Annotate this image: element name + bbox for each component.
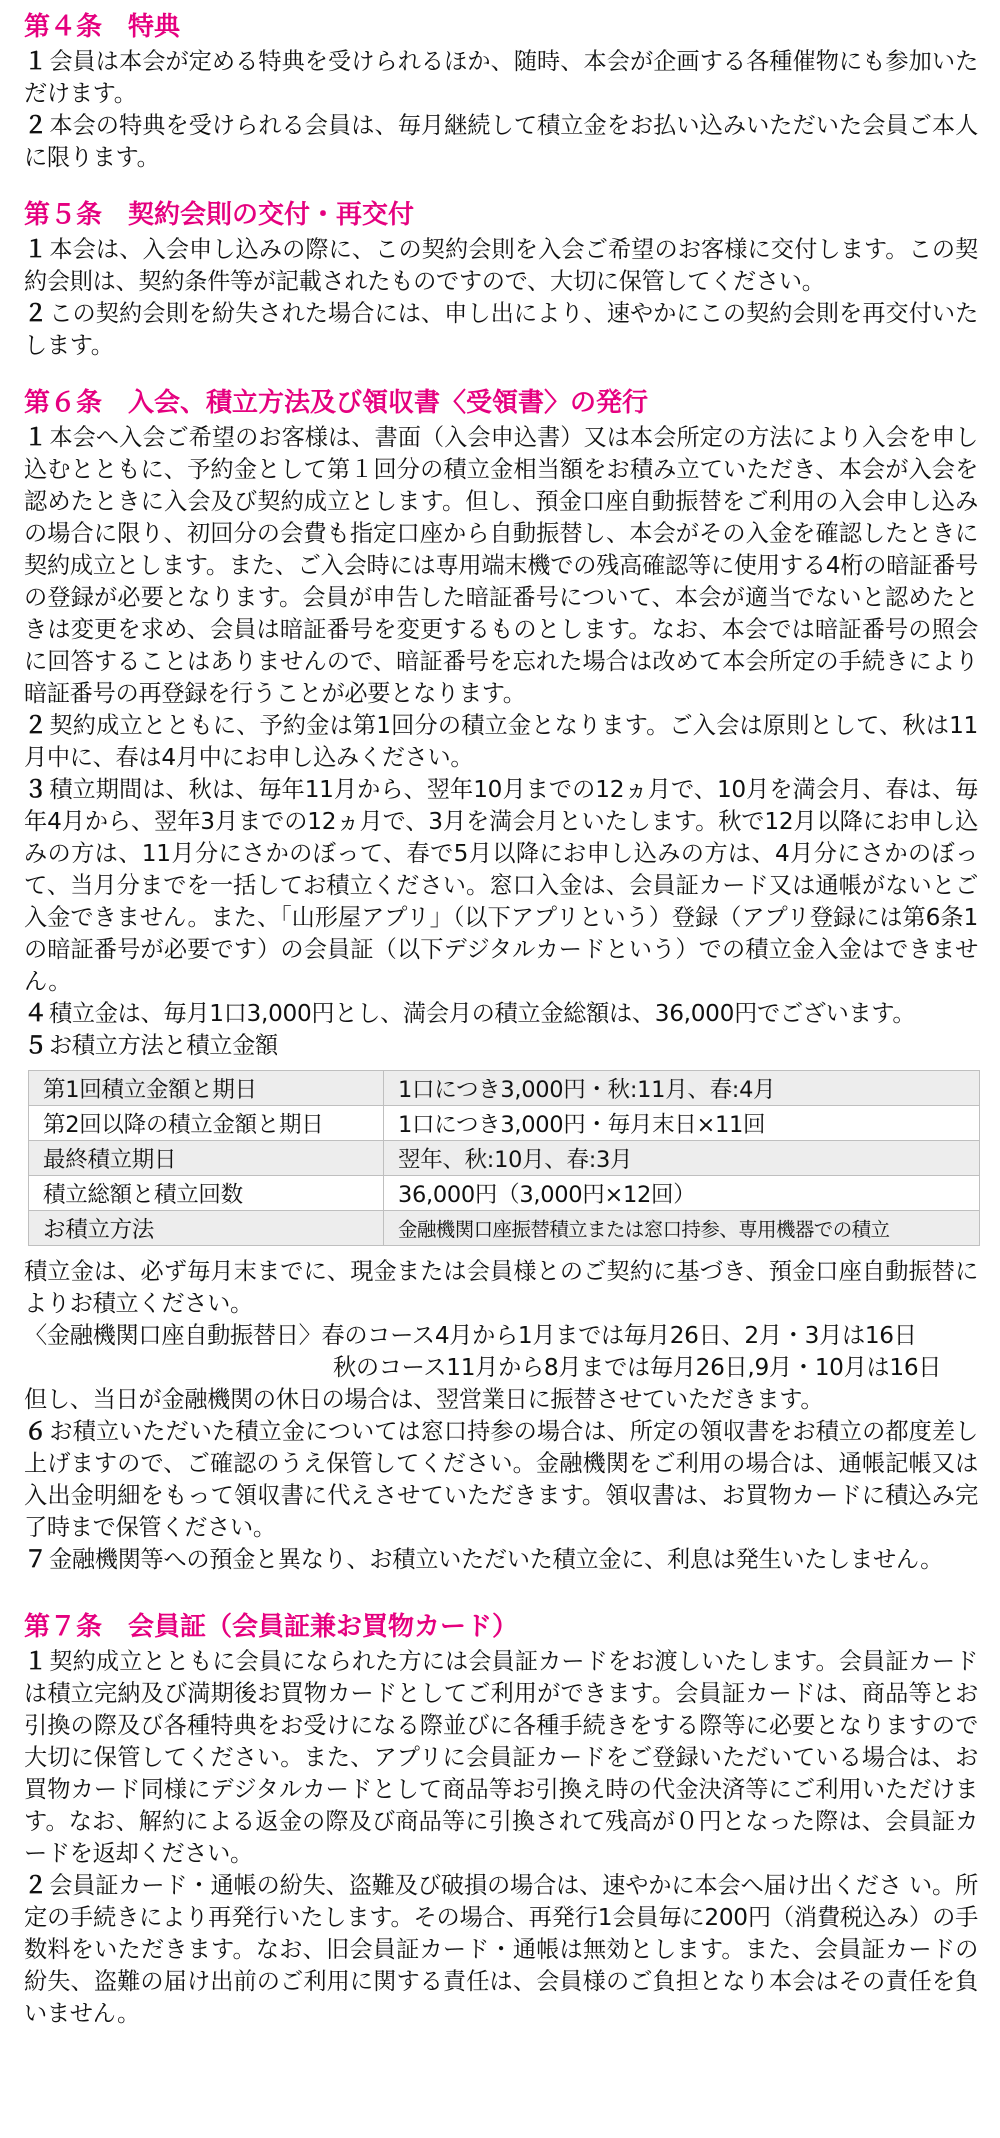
paragraph-text: お積立方法と積立金額 [49,1032,278,1059]
article-4 [24,10,978,174]
paragraph-text: 本会へ入会ご希望のお客様は、書面（入会申込書）又は本会所定の方法により入会を申し込むとともに、予約金として第１回分の積立金相当額をお積み立ていただき、本会が入会を認めたときに入会及び契約成立とします。但し、預金口座自動振替をご利用の入会申し込みの場合に限り、初回分の会費も指定口座から自動振替し、本会がその入金を確認したときに契約成立とします。また、ご入会時には専用端末機での残高確認等に使用する4桁の暗証番号の登録が必要となります。会員が申告した暗証番号について、本会が適当でないと認めたときは変更を求め、会員は暗証番号を変更するものとします。なお、本会では暗証番号の照会に回答することはありませんので、暗証番号を忘れた場合は改めて本会所定の手続きにより暗証番号の再登録を行うことが必要となります。 [24,424,978,707]
article-6-paragraph-7 [24,1544,978,1576]
table-cell-label: お積立方法 [29,1211,384,1246]
table-cell-value: 36,000円（3,000円×12回） [384,1176,980,1211]
paragraph-number: ６ [24,1418,47,1445]
article-5-paragraph-1 [24,234,978,298]
article-5-heading: 第５条 契約会則の交付・再交付 [24,200,415,230]
paragraph-number: ２ [24,712,47,739]
article-6-paragraph-1 [24,422,978,710]
paragraph-number: ５ [24,1032,47,1059]
table-cell-value: 金融機関口座振替積立または窓口持参、専用機器での積立 [384,1211,980,1246]
article-7-heading: 第７条 会員証（会員証兼お買物カード） [24,1612,519,1642]
transfer-schedule-spring: 〈金融機関口座自動振替日〉春のコース4月から1月までは毎月26日、2月・3月は16日 [24,1322,917,1349]
table-cell-label: 最終積立期日 [29,1141,384,1176]
table-cell-value: 1口につき3,000円・秋:11月、春:4月 [384,1071,980,1106]
transfer-schedule-autumn: 秋のコース11月から8月までは毎月26日,9月・10月は16日 [333,1354,942,1381]
paragraph-number: ２ [24,1872,47,1899]
article-5-paragraph-2 [24,298,978,362]
paragraph-text: 本会は、入会申し込みの際に、この契約会則を入会ご希望のお客様に交付します。この契約会則は、契約条件等が記載されたものですので、大切に保管してください。 [24,236,978,295]
article-6-paragraph-4 [24,998,978,1030]
paragraph-number: １ [24,48,47,75]
paragraph-text: 契約成立とともに、予約金は第1回分の積立金となります。ご入会は原則として、秋は11月中に、春は4月中にお申し込みください。 [24,712,978,771]
paragraph-text: 積立金は、毎月1口3,000円とし、満会月の積立金総額は、36,000円でございます。 [49,1000,916,1027]
paragraph-number: １ [24,424,47,451]
article-6-paragraph-2 [24,710,978,774]
paragraph-number: ２ [24,112,47,139]
paragraph-text: 積立期間は、秋は、毎年11月から、翌年10月までの12ヵ月で、10月を満会月、春は、毎年4月から、翌年3月までの12ヵ月で、3月を満会月といたします。秋で12月以降にお申し込みの方は、11月分にさかのぼって、春で5月以降にお申し込みの方は、4月分にさかのぼって、当月分までを一括してお積立ください。窓口入金は、会員証カード又は通帳がないとご入金できません。また、「山形屋アプリ」（以下アプリという）登録（アプリ登録には第6条1の暗証番号が必要です）の会員証（以下デジタルカードという）での積立金入金はできません。 [24,776,978,995]
paragraph-text: 会員は本会が定める特典を受けられるほか、随時、本会が企画する各種催物にも参加いただけます。 [24,48,978,107]
article-6-note-2: 但し、当日が金融機関の休日の場合は、翌営業日に振替させていただきます。 [24,1386,824,1413]
paragraph-number: ４ [24,1000,47,1027]
paragraph-text: 契約成立とともに会員になられた方には会員証カードをお渡しいたします。会員証カードは積立完納及び満期後お買物カードとしてご利用ができます。会員証カードは、商品等とお引換の際及び各種特典をお受けになる際並びに各種手続きをする際等に必要となりますので大切に保管してください。また、アプリに会員証カードをご登録いただいている場合は、お買物カード同様にデジタルカードとして商品等お引換え時の代金決済等にご利用いただけます。なお、解約による返金の際及び商品等に引換されて残高が０円となった際は、会員証カードを返却ください。 [24,1648,978,1867]
paragraph-text: 本会の特典を受けられる会員は、毎月継続して積立金をお払い込みいただいた会員ご本人に限ります。 [24,112,978,171]
paragraph-number: ７ [24,1546,47,1573]
article-7 [24,1610,978,2030]
table-cell-value: 翌年、秋:10月、春:3月 [384,1141,980,1176]
article-4-paragraph-2 [24,110,978,174]
table-row [29,1071,980,1106]
paragraph-number: １ [24,1648,47,1675]
table-row [29,1176,980,1211]
article-4-heading: 第４条 特典 [24,12,181,42]
paragraph-text: 会員証カード・通帳の紛失、盗難及び破損の場合は、速やかに本会へ届け出くださ い。所定の手続きにより再発行いたします。その場合、再発行1会員毎に200円（消費税込み）の手数料をいただきます。なお、旧会員証カード・通帳は無効とします。また、会員証カードの紛失、盗難の届け出前のご利用に関する責任は、会員様のご負担となり本会はその責任を負いません。 [24,1872,978,2027]
table-cell-label: 第1回積立金額と期日 [29,1071,384,1106]
table-row [29,1141,980,1176]
paragraph-text: この契約会則を紛失された場合には、申し出により、速やかにこの契約会則を再交付いたします。 [24,300,978,359]
installment-details-table [28,1070,980,1246]
article-7-paragraph-2 [24,1870,978,2030]
paragraph-number: ３ [24,776,47,803]
table-cell-label: 積立総額と積立回数 [29,1176,384,1211]
article-6-paragraph-5 [24,1030,978,1062]
table-row [29,1211,980,1246]
article-7-paragraph-1 [24,1646,978,1870]
paragraph-text: お積立いただいた積立金については窓口持参の場合は、所定の領収書をお積立の都度差し上げますので、ご確認のうえ保管してください。金融機関をご利用の場合は、通帳記帳又は入出金明細をもって領収書に代えさせていただきます。領収書は、お買物カードに積込み完了時まで保管ください。 [24,1418,978,1541]
article-6 [24,386,978,1576]
article-6-heading: 第６条 入会、積立方法及び領収書〈受領書〉の発行 [24,388,649,418]
article-6-paragraph-6 [24,1416,978,1544]
table-cell-value: 1口につき3,000円・毎月末日×11回 [384,1106,980,1141]
paragraph-number: ２ [24,300,47,327]
table-row [29,1106,980,1141]
transfer-schedule [24,1320,978,1384]
paragraph-text: 金融機関等への預金と異なり、お積立いただいた積立金に、利息は発生いたしません。 [49,1546,944,1573]
article-4-paragraph-1 [24,46,978,110]
article-6-note-1: 積立金は、必ず毎月末までに、現金または会員様とのご契約に基づき、預金口座自動振替によりお積立ください。 [24,1258,978,1317]
table-cell-label: 第2回以降の積立金額と期日 [29,1106,384,1141]
paragraph-number: １ [24,236,47,263]
article-5 [24,198,978,362]
article-6-paragraph-3 [24,774,978,998]
